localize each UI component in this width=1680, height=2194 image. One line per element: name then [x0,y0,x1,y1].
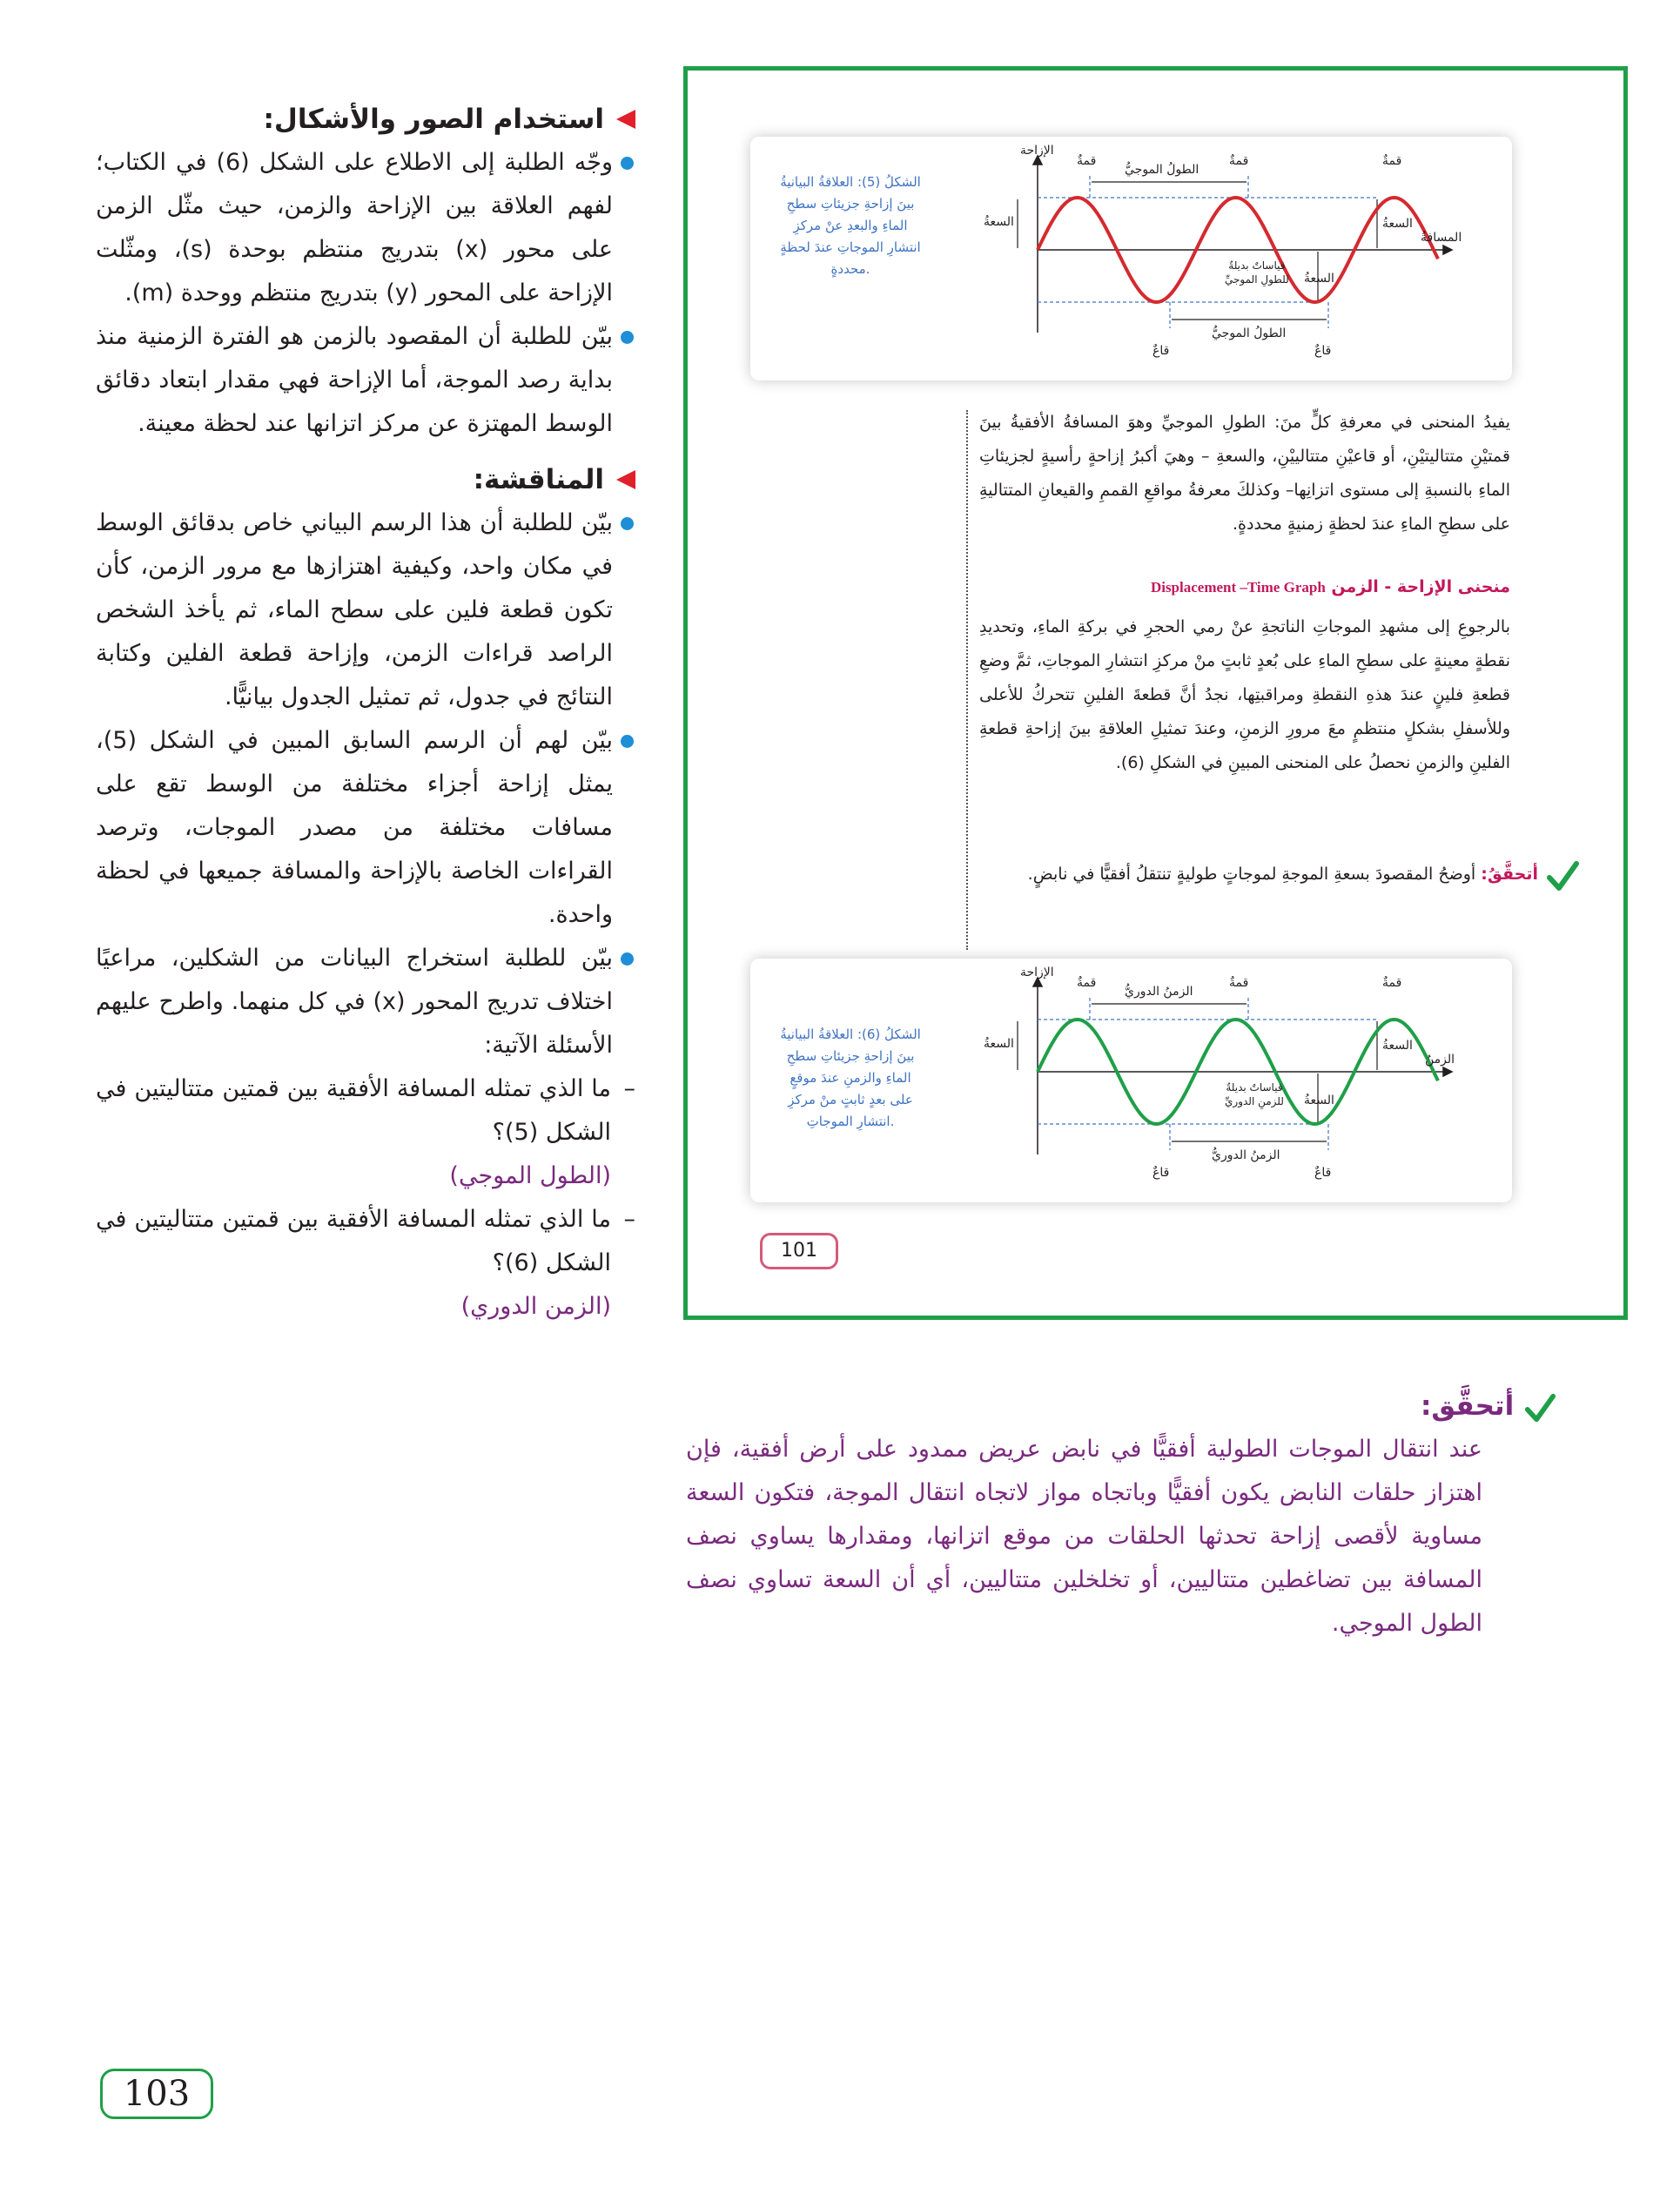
figure-6-amplitude-label: السعةُ [984,1037,1014,1051]
bullet-item: بيّن للطلبة أن هذا الرسم البياني خاص بدقائق الوسط في مكان واحد، وكيفية اهتزازها مع مرور الزمن، كأن تكون قطعة فلين على سطح الماء، ثم يأخذ الشخص الراصد قراءات الزمن، وإزاحة قطعة الفلين وكتابة النتائج في جدول، ثم تمثيل الجدول بيانيًّا. [96,501,635,719]
book-check-question: أتحقَّقُ: أوضحُ المقصودَ بسعةِ الموجةِ لموجاتٍ طوليةٍ تنتقلُ أفقيًّا في نابضٍ. [979,858,1580,890]
answer-text: (الطول الموجي) [449,1162,611,1189]
figure-5-crest-label: قمةٌ [1229,154,1249,168]
figure-6-trough-label: قاعٌ [1314,1166,1332,1180]
figure-6-period-label: الزمنُ الدوريُّ [1125,985,1193,999]
book-page-number: 101 [760,1233,838,1269]
text-divider [966,410,968,950]
figure-6-period-label: الزمنُ الدوريُّ [1212,1148,1280,1162]
section-heading-discussion: المناقشة: [96,458,635,501]
figure-5-alt-measure: قياساتٌ بديلةٌ للطولِ الموجيِّ [1225,259,1289,286]
figure-6-alt-measure: قياساتٌ بديلةٌ للزمنِ الدوريِّ [1225,1081,1284,1107]
question-item: – ما الذي تمثله المسافة الأفقية بين قمتين متتاليتين في الشكل (5)؟ [96,1075,635,1146]
red-triangle-icon [616,110,635,129]
figure-5-amplitude-label: السعةُ [1304,272,1334,286]
teacher-notes-column [96,98,635,1329]
question-item: – ما الذي تمثله المسافة الأفقية بين قمتين متتاليتين في الشكل (6)؟ [96,1206,635,1276]
figure-5-x-label: المسافةُ [1421,231,1462,245]
figure-5-amplitude-label: السعةُ [1382,217,1413,231]
check-answer-section [686,1384,1556,1646]
figure-5-y-label: الإزاحة [1020,144,1054,158]
red-triangle-icon [616,470,635,489]
blue-bullet-icon [621,735,634,748]
blue-bullet-icon [621,517,634,530]
figure-6-y-label: الإزاحة [1020,966,1054,979]
check-heading: أتحقَّق: [686,1384,1556,1428]
bullet-item: بيّن لهم أن الرسم السابق المبين في الشكل (5)، يمثل إزاحة أجزاء مختلفة من الوسط تقع على مسافات مختلفة من مصدر الموجات، وترصد القراءات الخاصة بالإزاحة والمسافة جميعها في لحظة واحدة. [96,719,635,937]
bullet-item: بيّن للطلبة استخراج البيانات من الشكلين، مراعيًا اختلاف تدريج المحور (x) في كل منهما. واطرح عليهم الأسئلة الآتية: [96,937,635,1067]
blue-bullet-icon [621,331,634,344]
figure-6-x-label: الزمنُ [1425,1053,1455,1067]
figure-6-amplitude-label: السعةُ [1382,1039,1413,1053]
check-mark-icon [1523,1391,1556,1424]
figure-6-caption: الشكلُ (6): العلاقةُ البيانيةُ بينَ إزاحةِ جزيئاتِ سطحِ الماءِ والزمنِ عندَ موقعٍ على بعدٍ ثابتٍ منْ مركزِ انتشارِ الموجاتِ. [780,1026,921,1129]
figure-5-amplitude-label: السعةُ [984,215,1014,229]
figure-6-crest-label: قمةٌ [1229,976,1249,990]
paragraph-cork-float: بالرجوعِ إلى مشهدِ الموجاتِ الناتجةِ عنْ رمي الحجرِ في بركةِ الماءِ، وتحديدِ نقطةٍ معينةٍ على سطحِ الماءِ على بُعدٍ ثابتٍ منْ مركزِ انتشارِ الموجاتِ، ثمَّ وضعِ قطعةِ فلينٍ عندَ هذهِ النقطةِ ومراقبتِها، نجدُ أنَّ قطعةَ الفلينِ تتحركُ للأعلى وللأسفلِ بشكلٍ منتظمٍ معَ مرورِ الزمنِ، وعندَ تمثيلِ العلاقةِ بينَ إزاحةِ قطعةِ الفلينِ والزمنِ نحصلُ على المنحنى المبينِ في الشكلِ (6). [979,617,1510,772]
figure-5-panel [750,137,1512,380]
check-mark-icon [1545,858,1580,893]
figure-6-crest-label: قمةٌ [1077,976,1097,990]
page-number: 103 [100,2069,213,2119]
figure-6-amplitude-label: السعةُ [1304,1094,1334,1107]
figure-5-trough-label: قاعٌ [1152,344,1170,358]
figure-5-crest-label: قمةٌ [1382,154,1402,168]
figure-6-crest-label: قمةٌ [1382,976,1402,990]
bullet-item: بيّن للطلبة أن المقصود بالزمن هو الفترة الزمنية منذ بداية رصد الموجة، أما الإزاحة فهي مقدار ابتعاد دقائق الوسط المهتزة عن مركز اتزانها عند لحظة معينة. [96,315,635,446]
subheading-displacement-time: منحنى الإزاحة - الزمن Displacement –Time Graph [1150,577,1510,596]
figure-6-panel [750,959,1512,1202]
bullet-item: وجّه الطلبة إلى الاطلاع على الشكل (6) في الكتاب؛ لفهم العلاقة بين الإزاحة والزمن، حيث مثّل الزمن على محور (x) بتدريج منتظم بوحدة (s)، ومثّلت الإزاحة على المحور (y) بتدريج منتظم ووحدة (m). [96,141,635,315]
paragraph-wavelength: يفيدُ المنحنى في معرفةِ كلٍّ منَ: الطولِ الموجيِّ وهوَ المسافةُ الأفقيةُ بينَ قمتيْنِ متتاليتيْنِ، أو قاعيْنِ متتالييْنِ، والسعةِ – وهيَ أكبرُ إزاحةٍ رأسيةٍ لجزيئاتِ الماءِ بالنسبةِ إلى مستوى اتزانِها– وكذلكَ معرفةُ مواقعِ القممِ والقيعانِ المتتاليةِ على سطحِ الماءِ عندَ لحظةٍ زمنيةٍ محددةٍ. [979,413,1510,534]
figure-6-trough-label: قاعٌ [1152,1166,1170,1180]
figure-5-caption: الشكلُ (5): العلاقةُ البيانيةُ بينَ إزاحةِ جزيئاتِ سطحِ الماءِ والبعدِ عنْ مركزِ انتشارِ الموجاتِ عندَ لحظةٍ محددةٍ. [780,174,921,277]
section-heading-images: استخدام الصور والأشكال: [96,98,635,141]
check-answer-text: عند انتقال الموجات الطولية أفقيًّا في نابض عريض ممدود على أرض أفقية، فإن اهتزاز حلقات النابض يكون أفقيًّا وباتجاه مواز لاتجاه انتقال الموجة، فتكون السعة مساوية لأقصى إزاحة تحدثها الحلقات من موقع اتزانها، ومقدارها يساوي نصف المسافة بين تضاغطين متتاليين، أو تخلخلين متتاليين، أي أن السعة تساوي نصف الطول الموجي. [686,1436,1482,1637]
figure-5-crest-label: قمةٌ [1077,154,1097,168]
figure-5-trough-label: قاعٌ [1314,344,1332,358]
figure-5-period-label: الطولُ الموجيُّ [1212,326,1287,340]
figure-5-period-label: الطولُ الموجيُّ [1125,163,1200,177]
student-book-page [683,66,1628,1320]
blue-bullet-icon [621,952,634,966]
blue-bullet-icon [621,157,634,170]
answer-text: (الزمن الدوري) [460,1293,611,1320]
